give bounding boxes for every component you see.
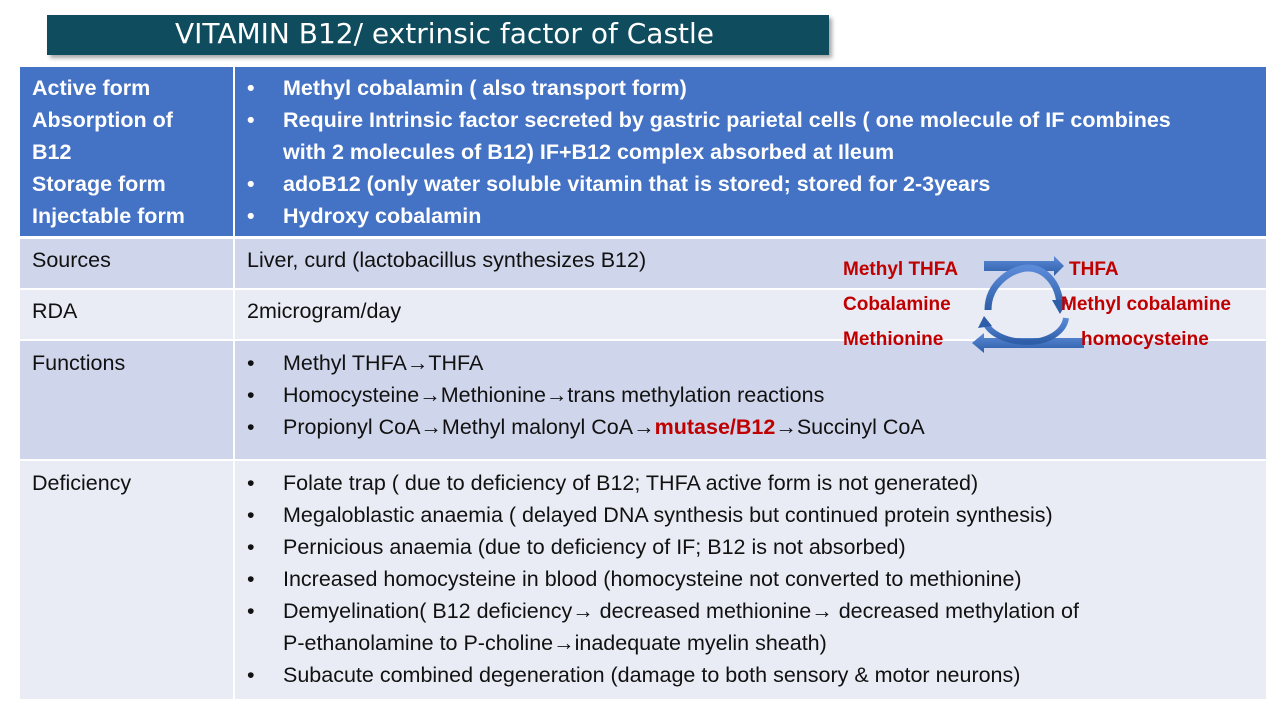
header-label: Active form xyxy=(32,76,151,100)
vitamin-table xyxy=(20,67,1266,699)
header-label: Storage form xyxy=(32,172,166,196)
bullet-text: Methyl cobalamin ( also transport form) xyxy=(283,76,687,100)
header-label: Injectable form xyxy=(32,204,185,228)
list-item xyxy=(247,563,1266,595)
header-labels-cell xyxy=(20,67,234,238)
list-item xyxy=(247,499,1266,531)
bullet-text: Subacute combined degeneration (damage to both sensory & motor neurons) xyxy=(283,663,1021,687)
bullet-text: Hydroxy cobalamin xyxy=(283,204,482,228)
bullet-text: adoB12 (only water soluble vitamin that is stored; stored for 2-3years xyxy=(283,172,991,196)
highlight-text: mutase/B12 xyxy=(654,415,776,439)
list-item xyxy=(247,531,1266,563)
list-item xyxy=(247,104,1266,168)
list-item xyxy=(247,379,1266,411)
bullet-text: Methyl THFA→THFA xyxy=(283,351,484,375)
diagram-label-thfa: THFA xyxy=(1069,259,1119,280)
header-values-cell xyxy=(234,67,1266,238)
bullet-text: Folate trap ( due to deficiency of B12; THFA active form is not generated) xyxy=(283,471,979,495)
list-item xyxy=(247,168,1266,200)
list-item xyxy=(247,72,1266,104)
functions-label: Functions xyxy=(20,340,234,460)
bullet-text: with 2 molecules of B12) IF+B12 complex absorbed at Ileum xyxy=(283,140,895,164)
bullet-icon: • xyxy=(247,471,255,495)
bullet-text: →Succinyl CoA xyxy=(775,415,925,439)
bullet-icon: • xyxy=(247,415,255,439)
sources-value: Liver, curd (lactobacillus synthesizes B12) xyxy=(234,238,1266,290)
table-header-row xyxy=(20,67,1266,238)
bullet-text: Megaloblastic anaemia ( delayed DNA synthesis but continued protein synthesis) xyxy=(283,503,1053,527)
list-item xyxy=(247,467,1266,499)
curve-down-icon xyxy=(988,268,1060,310)
rda-label: RDA xyxy=(20,289,234,340)
title-bar xyxy=(47,15,829,55)
bullet-text: Increased homocysteine in blood (homocysteine not converted to methionine) xyxy=(283,567,1022,591)
bullet-text: P-ethanolamine to P-choline→inadequate myelin sheath) xyxy=(283,631,827,655)
diagram-label-methyl-thfa: Methyl THFA xyxy=(843,259,959,280)
sources-label: Sources xyxy=(20,238,234,290)
bullet-icon: • xyxy=(247,76,255,100)
bullet-icon: • xyxy=(247,351,255,375)
list-item xyxy=(247,595,1266,659)
diagram-label-methyl-cobalamine: Methyl cobalamine xyxy=(1061,294,1231,315)
diagram-label-methionine: Methionine xyxy=(843,329,944,350)
header-label: B12 xyxy=(32,140,72,164)
bullet-text: Demyelination( B12 deficiency→ decreased methionine→ decreased methylation of xyxy=(283,599,1079,623)
bullet-icon: • xyxy=(247,204,255,228)
bullet-icon: • xyxy=(247,108,255,132)
bullet-text: Pernicious anaemia (due to deficiency of IF; B12 is not absorbed) xyxy=(283,535,906,559)
bullet-icon: • xyxy=(247,599,255,623)
diagram-label-homocysteine: homocysteine xyxy=(1081,329,1209,350)
header-label: Absorption of xyxy=(32,108,173,132)
curve-up-arrowhead-icon xyxy=(978,316,992,328)
bullet-icon: • xyxy=(247,567,255,591)
deficiency-cell xyxy=(234,460,1266,699)
bullet-text: Homocysteine→Methionine→trans methylation reactions xyxy=(283,383,825,407)
bullet-icon: • xyxy=(247,663,255,687)
methylation-cycle-diagram xyxy=(838,252,1258,362)
diagram-label-cobalamine: Cobalamine xyxy=(843,294,951,315)
rda-value: 2microgram/day xyxy=(234,289,1266,340)
bullet-icon: • xyxy=(247,503,255,527)
list-item xyxy=(247,659,1266,691)
deficiency-list xyxy=(247,467,1266,691)
bullet-text: Require Intrinsic factor secreted by gastric parietal cells ( one molecule of IF combines xyxy=(283,108,1171,132)
header-bullet-list xyxy=(247,72,1266,232)
bullet-icon: • xyxy=(247,172,255,196)
bullet-icon: • xyxy=(247,383,255,407)
bullet-icon: • xyxy=(247,535,255,559)
list-item xyxy=(247,411,1266,443)
deficiency-label: Deficiency xyxy=(20,460,234,699)
table-row-deficiency xyxy=(20,460,1266,699)
page-title: VITAMIN B12/ extrinsic factor of Castle xyxy=(175,17,715,50)
list-item xyxy=(247,200,1266,232)
bullet-text: Propionyl CoA→Methyl malonyl CoA→ xyxy=(283,415,655,439)
